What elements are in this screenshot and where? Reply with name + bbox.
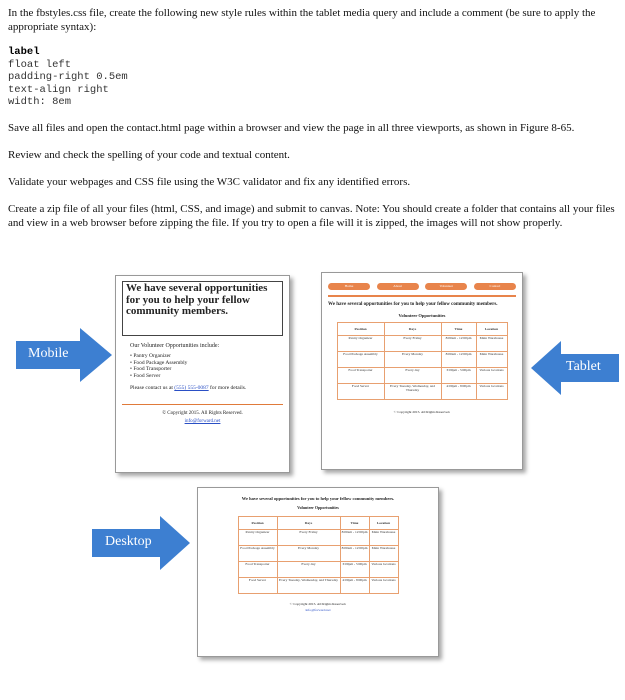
code-block [8,46,620,109]
step-save: Save all files and open the contact.html page within a browser and view the page in all three viewports, as shown in Figure 8-65. [8,121,575,134]
table-cell: Every Friday [277,530,340,546]
code-selector: label [8,46,40,58]
table-cell: Main Warehouse [369,546,398,562]
tablet-label: Tablet [566,359,601,374]
table-cell: Food Transporter [337,368,384,384]
list-item: • Food Package Assembly [130,360,289,367]
table-cell: Food Transporter [238,562,277,578]
table-cell: 3:00pm - 5:00pm [441,368,476,384]
table-cell: Various locations [369,578,398,594]
table-cell: Main Warehouse [476,352,507,368]
mobile-contact [130,385,281,392]
step-validate: Validate your webpages and CSS file using the W3C validator and fix any identified errors. [8,175,411,188]
table-cell: Food Package Assembly [337,352,384,368]
intro-text: In the fbstyles.css file, create the following new style rules within the tablet media query and include a comment (be sure to apply the appropriate syntax): [8,7,596,33]
column-header: Days [277,517,340,530]
table-row [337,352,507,368]
table-cell: Every Monday [277,546,340,562]
column-header: Time [441,323,476,336]
mobile-copyright: © Copyright 2015. All Rights Reserved. [162,410,243,416]
table-row [238,562,398,578]
table-cell: Every day [384,368,441,384]
table-cell: Main Warehouse [476,336,507,352]
phone-link[interactable]: (555) 555-0087 [174,385,209,391]
table-cell: Pantry Organizer [238,530,277,546]
desktop-viewport [197,487,439,657]
column-header: Position [337,323,384,336]
table-row [238,578,398,594]
table-cell: Various locations [476,384,507,400]
table-cell: 8:00am - 12:00pm [441,336,476,352]
table-cell: Food Server [337,384,384,400]
tablet-viewport [321,272,523,470]
desktop-heading: We have several opportunities for you to help your fellow community members. [241,496,395,501]
code-line: text-align right [8,83,109,96]
desktop-label: Desktop [105,534,152,549]
table-cell: Every Tuesday, Wednesday, and Thursday [384,384,441,400]
code-line: padding-right 0.5em [8,71,128,83]
table-cell: 3:00pm - 5:00pm [340,562,369,578]
table-cell: 4:00pm - 8:00pm [441,384,476,400]
desktop-schedule-table [238,516,399,594]
table-cell: 8:00am - 12:00pm [340,546,369,562]
table-cell: Various locations [369,562,398,578]
nav-home[interactable]: Home [328,283,370,290]
table-row [238,530,398,546]
mobile-label: Mobile [28,346,69,361]
desktop-arrow [92,516,190,570]
column-header: Location [476,323,507,336]
desktop-table-caption: Volunteer Opportunities [297,505,339,510]
mobile-viewport [115,275,290,473]
instructions [8,6,620,243]
column-header: Days [384,323,441,336]
list-item: • Pantry Organizer [130,353,289,360]
desktop-copyright: © Copyright 2015. All Rights Reserved. [289,602,347,606]
mobile-subheading: Our Volunteer Opportunities include: [130,343,220,349]
table-cell: Food Package Assembly [238,546,277,562]
table-cell: Food Server [238,578,277,594]
column-header: Location [369,517,398,530]
mobile-opportunity-list [130,353,289,379]
nav-about[interactable]: About [377,283,419,290]
table-cell: Pantry Organizer [337,336,384,352]
tablet-heading: We have several opportunities for you to help your fellow community members. [328,302,498,307]
table-cell: Various locations [476,368,507,384]
tablet-copyright: © Copyright 2015. All Rights Reserved. [393,410,451,414]
table-row [337,336,507,352]
tablet-nav [328,283,516,290]
list-item: • Food Server [130,373,289,380]
table-cell: 4:00pm - 8:00pm [340,578,369,594]
table-cell: Every Friday [384,336,441,352]
table-cell: 8:00am - 12:00pm [441,352,476,368]
step-zip: Create a zip file of all your files (html, CSS, and image) and submit to canvas. Note: You should create a folder that contains all your files and view in a web browser before zipping the file. If you try to open a file will it is zipped, the images will not show properly. [8,202,615,229]
code-line: float left [8,58,72,71]
table-row [337,384,507,400]
step-review: Review and check the spelling of your code and textual content. [8,148,290,161]
footer-divider [122,404,283,405]
nav-volunteer[interactable]: Volunteer [425,283,467,290]
contact-text-end: for more details. [210,385,247,391]
column-header: Time [340,517,369,530]
mobile-heading: We have several opportunities for you to help your fellow community members. [122,281,283,336]
figure-8-65 [0,262,625,692]
table-cell: 8:00am - 12:00pm [340,530,369,546]
contact-text: Please contact us at [130,385,173,391]
desktop-email-link[interactable]: info@forward.net [305,608,331,612]
code-line: width: 8em [8,96,72,108]
table-row [337,368,507,384]
tablet-arrow [531,341,619,395]
mobile-arrow [16,328,112,382]
table-row [238,546,398,562]
tablet-table-caption: Volunteer Opportunities [398,313,446,318]
nav-contact[interactable]: Contact [474,283,516,290]
tablet-schedule-table [337,322,508,400]
list-item: • Food Transporter [130,366,289,373]
nav-divider [328,295,516,297]
table-cell: Every day [277,562,340,578]
column-header: Position [238,517,277,530]
table-cell: Main Warehouse [369,530,398,546]
table-cell: Every Tuesday, Wednesday, and Thursday [277,578,340,594]
mobile-email-link[interactable]: info@forward.net [184,418,221,424]
table-cell: Every Monday [384,352,441,368]
